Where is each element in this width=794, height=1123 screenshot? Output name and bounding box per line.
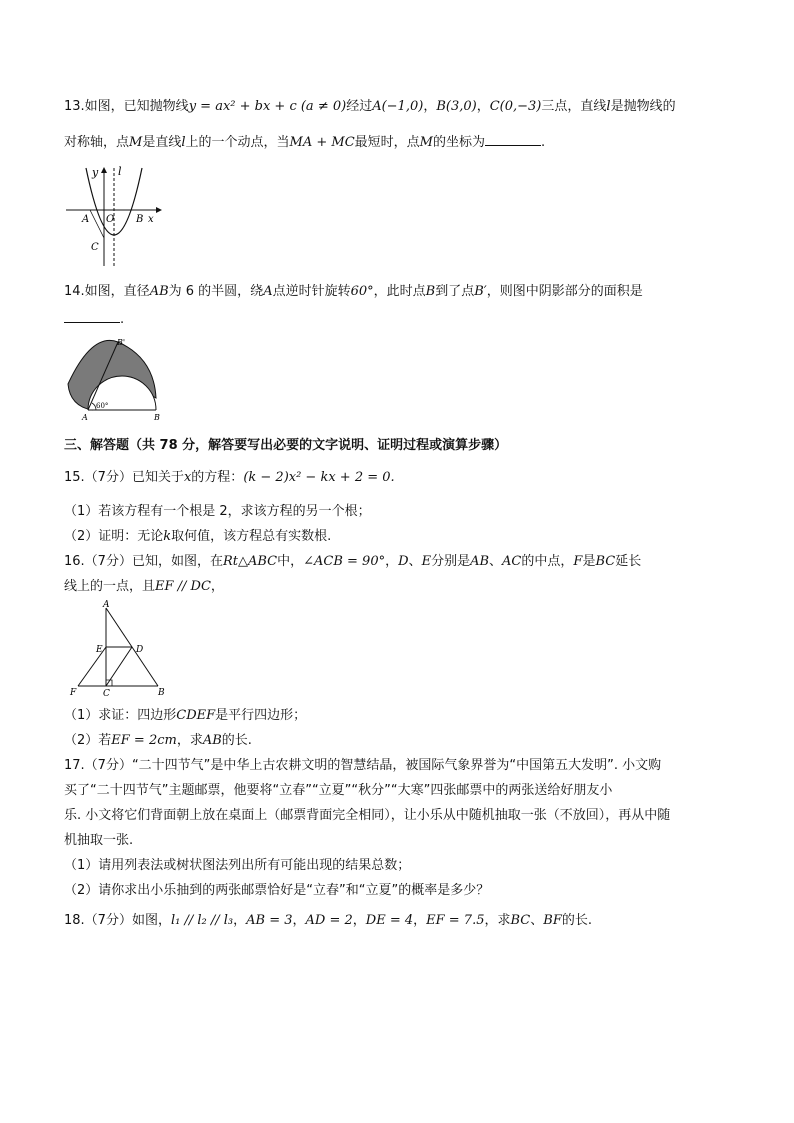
fig-label-c: C (103, 689, 110, 699)
q14-text: 14.如图，直径 (64, 284, 150, 299)
parabola-formula: y = ax² + bx + c (a ≠ 0) (188, 99, 347, 114)
fig-label-o: O (106, 214, 115, 225)
q18-text: ，求 (484, 913, 511, 928)
q17-part-1: （1）请用列表法或树状图法列出所有可能出现的结果总数； (64, 858, 411, 873)
q13-text: ， (423, 99, 437, 114)
segment-ab: AB (202, 733, 222, 748)
q16-text: 线上的一点，且 (64, 579, 156, 594)
q13-text: ， (476, 99, 490, 114)
fig-label-b: B (136, 214, 144, 225)
q16-triangle-figure (66, 600, 176, 700)
ef-length: EF = 7.5 (426, 913, 485, 928)
q17-line-2: 买了“二十四节气”主题邮票，他要将“立春”“立夏”“秋分”“大寒”四张邮票中的两张送给好朋友小 (64, 783, 613, 798)
q16-text: 是 (582, 554, 596, 569)
q16-text: 中， (277, 554, 304, 569)
q16-text: 的长. (221, 733, 252, 748)
q18-text: ， (292, 913, 306, 928)
parallel-lines: l₁ // l₂ // l₃ (170, 913, 234, 928)
var-k: k (163, 529, 172, 544)
q18-text: 18.（7分）如图， (64, 913, 171, 928)
segment-ab: AB (149, 284, 169, 299)
ma-mc-expr: MA + MC (289, 135, 355, 150)
q15-text: 的方程： (191, 470, 244, 485)
q16-text: ，求 (176, 733, 203, 748)
q13-text: 经过 (346, 99, 373, 114)
point-b: B(3,0) (436, 99, 477, 114)
q14-text: ，此时点 (373, 284, 426, 299)
q16-text: 的中点， (521, 554, 574, 569)
segment-ab: AB (470, 554, 490, 569)
segment-bc: BC (595, 554, 616, 569)
q13-line-2 (64, 133, 545, 152)
var-x: x (183, 470, 192, 485)
q14-text: ，则图中阴影部分的面积是 (486, 284, 643, 299)
q13-text: 三点，直线 (541, 99, 607, 114)
rotation-angle: 60° (350, 284, 374, 299)
q16-text: 是平行四边形； (215, 708, 307, 723)
fig-label-a: A (82, 214, 90, 225)
point-a: A(−1,0) (372, 99, 424, 114)
q16-text: ， (385, 554, 399, 569)
q15-text: 取何值，该方程总有实数根. (171, 529, 332, 544)
triangle-abc: Rt△ABC (222, 554, 278, 569)
ab-length: AB = 3 (246, 913, 293, 928)
q13-text: 最短时，点 (354, 135, 420, 150)
answer-blank[interactable] (485, 133, 541, 146)
q13-text: 的坐标为 (432, 135, 485, 150)
q13-text: 13.如图，已知抛物线 (64, 99, 189, 114)
q18-text: ， (413, 913, 427, 928)
q18-line-1 (64, 912, 592, 930)
q14-text: . (120, 312, 125, 327)
q16-text: ， (210, 579, 224, 594)
fig-label-b-prime: B' (117, 338, 126, 347)
q13-text: . (541, 135, 546, 150)
fig-label-d: D (136, 645, 144, 655)
parallel-ef-dc: EF // DC (155, 579, 211, 594)
line-l: l (606, 99, 611, 114)
quad-cdef: CDEF (176, 708, 216, 723)
q14-line-1 (64, 283, 643, 301)
q17-line-1: 17.（7分）“二十四节气”是中华上古农耕文明的智慧结晶，被国际气象界誉为“中国第五大发明”. 小文购 (64, 758, 662, 773)
q13-text: 是抛物线的 (610, 99, 676, 114)
q16-text: （1）求证：四边形 (64, 708, 177, 723)
point-a: A (263, 284, 273, 299)
segment-bc: BC (510, 913, 531, 928)
section-3-heading: 三、解答题（共 78 分，解答要写出必要的文字说明、证明过程或演算步骤） (64, 438, 508, 453)
q15-text: 15.（7分）已知关于 (64, 470, 184, 485)
point-m: M (129, 135, 143, 150)
q18-text: 、 (530, 913, 544, 928)
q13-parabola-figure (64, 162, 174, 272)
answer-blank[interactable] (64, 310, 120, 323)
q18-text: ， (352, 913, 366, 928)
ef-length: EF = 2cm (111, 733, 177, 748)
q13-text: 是直线 (142, 135, 182, 150)
fig-label-y: y (92, 166, 99, 179)
q16-line-2 (64, 578, 224, 596)
q18-text: ， (233, 913, 247, 928)
point-e: E (421, 554, 432, 569)
q13-line-1 (64, 98, 676, 116)
q13-text: 上的一个动点，当 (185, 135, 290, 150)
segment-ac: AC (502, 554, 522, 569)
fig-label-e: E (96, 645, 103, 655)
fig-label-c: C (91, 242, 99, 253)
q15-equation: (k − 2)x² − kx + 2 = 0. (243, 470, 395, 485)
q14-text: 为 6 的半圆，绕 (168, 284, 264, 299)
line-l: l (181, 135, 186, 150)
point-m: M (419, 135, 433, 150)
q16-text: 、 (408, 554, 422, 569)
q14-text: 到了点 (435, 284, 475, 299)
fig-label-x: x (148, 214, 154, 225)
de-length: DE = 4 (365, 913, 414, 928)
q14-line-2 (64, 310, 124, 329)
point-d: D (398, 554, 409, 569)
q15-part-1: （1）若该方程有一个根是 2，求该方程的另一个根； (64, 504, 371, 519)
q16-text: 16.（7分）已知，如图，在 (64, 554, 223, 569)
fig-label-a: A (103, 600, 110, 610)
q15-text: （2）证明：无论 (64, 529, 164, 544)
q16-text: 、 (489, 554, 503, 569)
fig-label-f: F (70, 688, 77, 698)
q16-part-1 (64, 707, 306, 725)
q14-semicircle-figure (62, 336, 172, 422)
point-f: F (573, 554, 583, 569)
q15-line-1 (64, 469, 395, 487)
q16-part-2 (64, 732, 252, 750)
q13-text: 对称轴，点 (64, 135, 130, 150)
point-c: C(0,−3) (489, 99, 542, 114)
q17-line-3: 乐. 小文将它们背面朝上放在桌面上（邮票背面完全相同），让小乐从中随机抽取一张（不放回），再从中随 (64, 808, 671, 823)
q16-text: 延长 (615, 554, 642, 569)
q14-text: 点逆时针旋转 (272, 284, 351, 299)
q15-part-2 (64, 528, 331, 546)
angle-acb: ∠ACB = 90° (303, 554, 386, 569)
fig-angle-label: 60° (96, 402, 109, 410)
q16-text: 分别是 (431, 554, 471, 569)
fig-label-a: A (82, 413, 88, 422)
q16-text: （2）若 (64, 733, 112, 748)
point-b-prime: B′ (474, 284, 487, 299)
ad-length: AD = 2 (305, 913, 353, 928)
fig-label-b: B (154, 413, 160, 422)
fig-label-b: B (158, 688, 165, 698)
q18-text: 的长. (561, 913, 592, 928)
point-b: B (425, 284, 436, 299)
q17-part-2: （2）请你求出小乐抽到的两张邮票恰好是“立春”和“立夏”的概率是多少？ (64, 883, 490, 898)
q16-line-1 (64, 553, 641, 571)
q17-line-4: 机抽取一张. (64, 833, 134, 848)
fig-label-l: l (118, 165, 122, 178)
segment-bf: BF (543, 913, 562, 928)
